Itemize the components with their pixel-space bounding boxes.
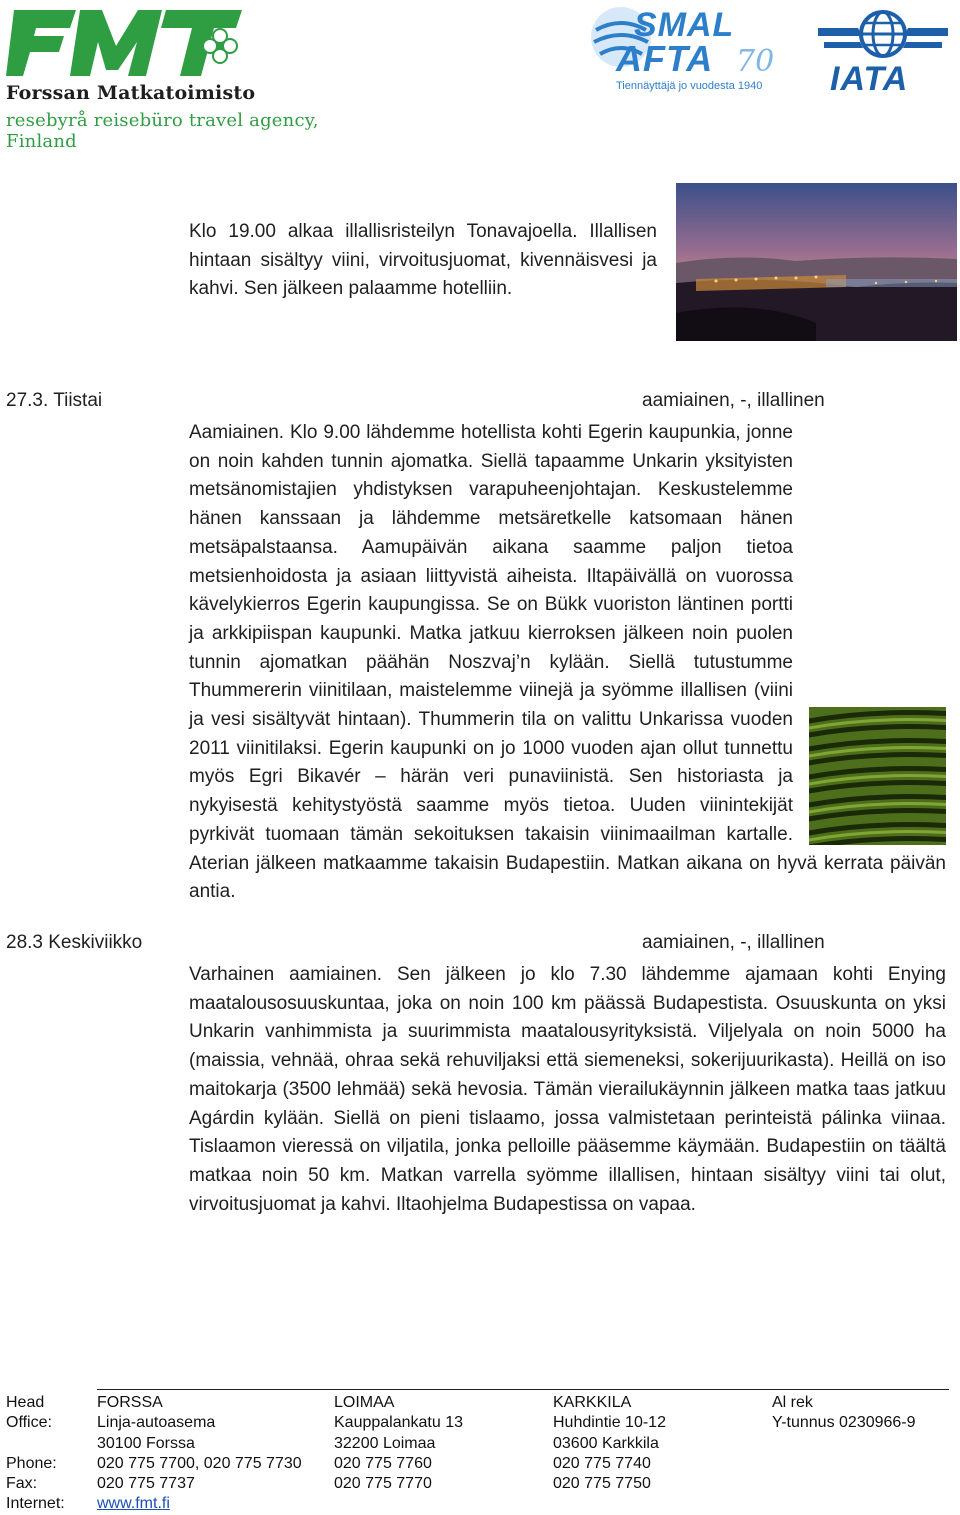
loimaa-phone: 020 775 7760 [334,1454,432,1472]
day-text-tuesday: Aamiainen. Klo 9.00 lähdemme hotellista kohti Egerin kaupunkia, jonne on noin kahden tunnin ajomatka. Siellä tapaamme Unkarin yksityisten metsänomistajien yhdistyksen varapuheenjohtajan. Keskustelemme hänen kanssaan ja lähdemme metsäretkelle katsomaan hänen metsäpalstaansa. Aamupäivän aikana saamme paljon tietoa metsienhoidosta ja asiaan liittyvistä aiheista. Iltapäivällä on vuorossa kävelykierros Egerin kaupungissa. Se on Bükk vuoriston läntinen portti ja arkkipiispan kaupunki. Matka jatkuu kierroksen jälkeen noin puolen tunnin ajomatkan päähän Noszvaj’n kylään. Siellä tutustumme Thummererin viinitilaan, maistelemme viinejä ja syömme illallisen (viini ja vesi sisältyvät hintaan). Thummerin tila on valittu Unkarissa vuoden 2011 viinitilaksi. Egerin kaupunki on jo 1000 vuoden ajan ollut tunnettu myös Egri Bikavér – härän veri punaviinistä. Sen historiasta ja nykyisestä kehitystyöstä saamme myös tietoa. Uuden viinintekijät pyrkivät tuomaan tämän sekoituksen takaisin viinimaailman kartalle. Aterian jälkeen matkaamme takaisin Budapestiin. Matkan aikana on hyvä kerrata päivän antia. [189,422,946,903]
forssa-phone: 020 775 7700, 020 775 7730 [97,1454,302,1472]
footer-company [772,1393,916,1434]
forssa-street: Linja-autoasema [97,1414,216,1432]
footer-forssa [97,1393,302,1515]
smal-text: SMAL [634,6,735,44]
day-heading-tuesday: 27.3. Tiistai [6,390,103,411]
footer-label-head: Head [6,1394,45,1411]
footer-label-office: Office: [6,1414,52,1432]
afta-70-text: 70 [736,44,775,79]
footer-loimaa [334,1393,463,1494]
forssa-name: FORSSA [97,1394,163,1411]
day-meals-tuesday: aamiainen, -, illallinen [642,390,825,411]
footer-karkkila [553,1393,666,1494]
karkkila-fax: 020 775 7750 [553,1475,651,1493]
company-tagline: resebyrå reisebüro travel agency, Finland [6,110,319,152]
loimaa-postal: 32200 Loimaa [334,1434,436,1452]
website-link[interactable]: www.fmt.fi [97,1495,170,1513]
intro-paragraph: Klo 19.00 alkaa illallisristeilyn Tonavajoella. Illallisen hintaan sisältyy viini, virvoitusjuomat, kivennäisvesi ja kahvi. Sen jälkeen palaamme hotelliin. [189,221,657,300]
iata-text: IATA [830,60,909,98]
afta-text: AFTA [616,38,714,79]
karkkila-street: Huhdintie 10-12 [553,1414,666,1432]
footer-divider [97,1389,949,1390]
karkkila-name: KARKKILA [553,1394,632,1411]
forssa-postal: 30100 Forssa [97,1434,195,1452]
karkkila-phone: 020 775 7740 [553,1454,651,1472]
footer-labels [6,1393,65,1515]
afta-since-text: Tiennäyttäjä jo vuodesta 1940 [616,80,763,92]
iata-globe-icon [818,6,948,64]
karkkila-postal: 03600 Karkkila [553,1434,659,1452]
day-meals-wednesday: aamiainen, -, illallinen [642,932,825,953]
day-paragraph-tuesday [189,419,946,907]
budapest-night-photo [676,183,957,341]
day-paragraph-wednesday: Varhainen aamiainen. Sen jälkeen jo klo 7.30 lähdemme ajamaan kohti Enying maatalousosuuskuntaa, joka on noin 100 km päässä Budapestista. Osuuskunta on yksi Unkarin vanhimmista ja suurimmista maatalousyrityksistä. Viljelyala on noin 5000 ha (maissia, vehnää, ohraa sekä rehuviljaksi että siemeneksi, sokerijuurikasta). Heillä on iso maitokarja (3500 lehmää) sekä hevosia. Tämän vierailukäynnin jälkeen matka taas jatkuu Agárdin kylään. Siellä on pieni tislaamo, jossa valmistetaan perinteistä pálinka viinaa. Tislaamon vieressä on viljatila, jonka pelloille pääsemme käymään. Budapestiin on täältä matkaa noin 50 km. Matkan varrella syömme illallisen, hintaan sisältyy viini tai olut, virvoitusjuomat ja kahvi. Iltaohjelma Budapestissa on vapaa. [189,964,946,1215]
forssa-fax: 020 775 7737 [97,1475,195,1493]
footer-label-internet: Internet: [6,1495,65,1513]
loimaa-fax: 020 775 7770 [334,1475,432,1493]
vineyard-photo [809,707,946,845]
smal-afta-logo [586,0,796,96]
footer-label-blank [6,1434,65,1454]
loimaa-name: LOIMAA [334,1394,395,1411]
iata-logo [818,6,948,96]
footer-label-phone: Phone: [6,1454,57,1472]
company-name: Forssan Matkatoimisto [6,82,256,104]
loimaa-street: Kauppalankatu 13 [334,1414,463,1432]
footer-label-fax: Fax: [6,1475,38,1493]
fmt-logo [6,4,366,152]
day-heading-wednesday: 28.3 Keskiviikko [6,932,143,953]
company-business-id: Y-tunnus 0230966-9 [772,1414,916,1432]
fmt-brand-mark [6,4,246,84]
company-reg: Al rek [772,1394,813,1411]
